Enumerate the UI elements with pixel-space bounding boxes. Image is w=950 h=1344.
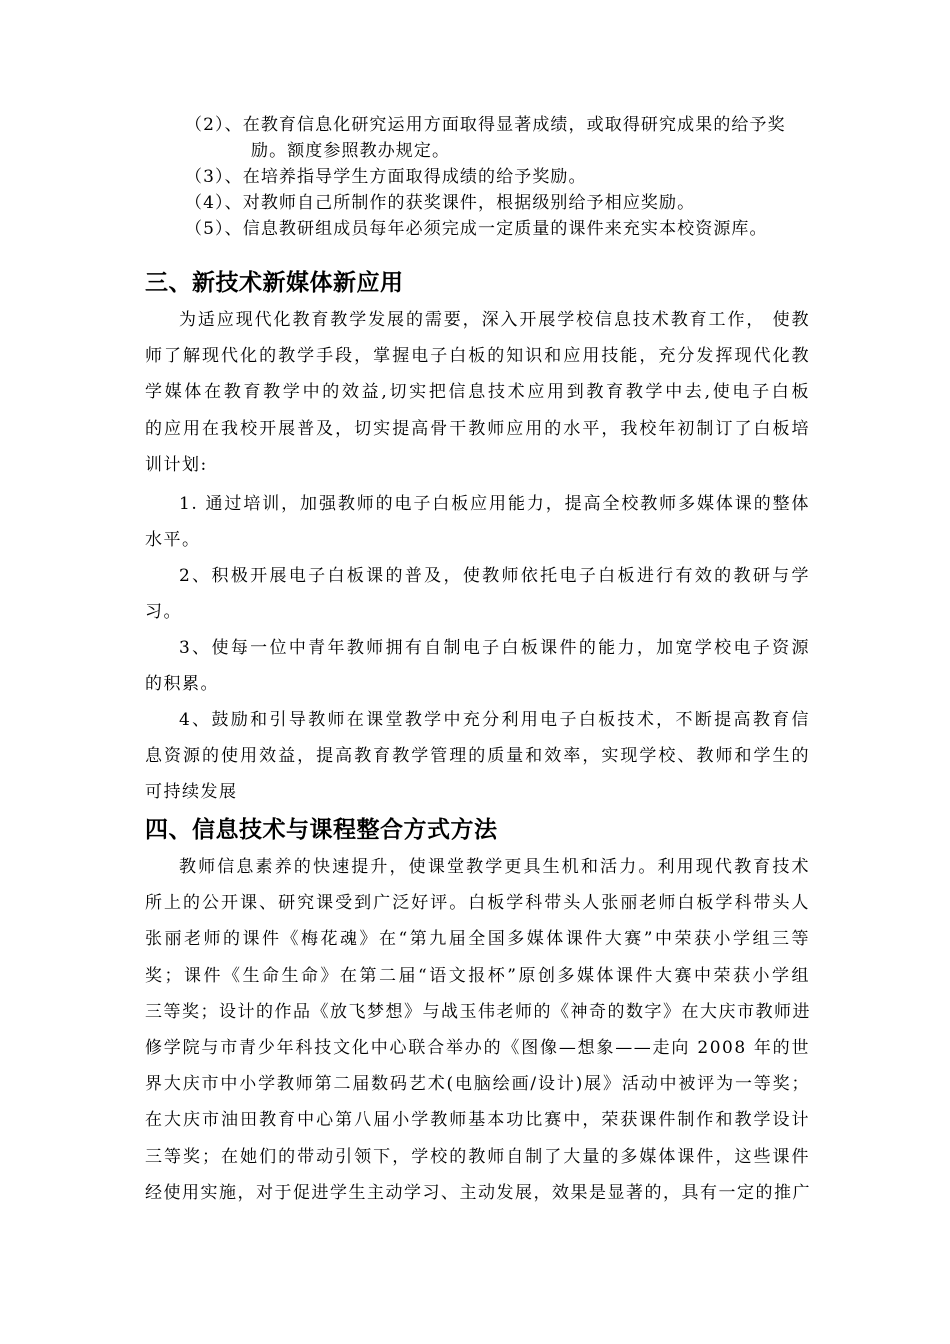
point-1-line: 1. 通过培训，加强教师的电子白板应用能力，提高全校教师多媒体课的整体: [179, 494, 810, 514]
section-4-body: [145, 849, 810, 1211]
point-4-line: 息资源的使用效益，提高教育教学管理的质量和效率，实现学校、教师和学生的: [145, 746, 810, 767]
point-3-line: 3、使每一位中青年教师拥有自制电子白板课件的能力，加宽学校电子资源: [179, 638, 810, 658]
list-item-2: [185, 112, 825, 164]
intro-line: 训计划:: [145, 454, 208, 475]
section-3-point-4: [145, 702, 810, 811]
point-3-line: 的积累。: [145, 674, 219, 695]
section-3-point-3: [145, 630, 810, 702]
point-2-line: 习。: [145, 602, 182, 623]
body-line: 界大庆市中小学教师第二届数码艺术(电脑绘画/设计)展》活动中被评为一等奖；: [145, 1074, 810, 1095]
body-line: 三等奖；在她们的带动引领下，学校的教师自制了大量的多媒体课件，这些课件: [145, 1146, 810, 1167]
body-line: 张丽老师的课件《梅花魂》在“第九届全国多媒体课件大赛”中荣获小学组三等: [145, 929, 810, 950]
body-line: 修学院与市青少年科技文化中心联合举办的《图像—想象——走向 2008 年的世: [145, 1038, 810, 1059]
list-item-3: （3）、在培养指导学生方面取得成绩的给予奖励。: [185, 167, 587, 187]
intro-line: 师了解现代化的教学手段，掌握电子白板的知识和应用技能，充分发挥现代化教: [145, 346, 810, 367]
list-item-2-line-2: 励。额度参照教办规定。: [251, 141, 451, 161]
body-line: 在大庆市油田教育中心第八届小学教师基本功比赛中，荣获课件制作和教学设计: [145, 1110, 810, 1131]
point-4-line: 4、鼓励和引导教师在课堂教学中充分利用电子白板技术，不断提高教育信: [179, 710, 810, 730]
intro-line: 学媒体在教育教学中的效益,切实把信息技术应用到教育教学中去,使电子白板: [145, 382, 810, 403]
body-line: 奖；课件《生命生命》在第二届“语文报杯”原创多媒体课件大赛中荣获小学组: [145, 965, 810, 986]
section-3-heading: 三、新技术新媒体新应用: [145, 270, 404, 296]
body-line: 经使用实施，对于促进学生主动学习、主动发展，效果是显著的，具有一定的推广: [145, 1182, 811, 1203]
point-2-line: 2、积极开展电子白板课的普及，使教师依托电子白板进行有效的教研与学: [179, 566, 810, 586]
section-3-intro: [145, 302, 810, 483]
intro-line: 的应用在我校开展普及，切实提高骨干教师应用的水平，我校年初制订了白板培: [145, 418, 810, 439]
body-line: 所上的公开课、研究课受到广泛好评。白板学科带头人张丽老师白板学科带头人: [145, 893, 810, 914]
point-4-line: 可持续发展: [145, 782, 238, 803]
body-line: 三等奖；设计的作品《放飞梦想》与战玉伟老师的《神奇的数字》在大庆市教师进: [145, 1001, 811, 1022]
point-1-line: 水平。: [145, 530, 201, 551]
section-4-heading: 四、信息技术与课程整合方式方法: [145, 817, 498, 843]
section-3-point-1: [145, 486, 810, 558]
list-item-4: （4）、对教师自己所制作的获奖课件，根据级别给予相应奖励。: [185, 193, 696, 213]
list-item-5: （5）、信息教研组成员每年必须完成一定质量的课件来充实本校资源库。: [185, 219, 768, 239]
list-item-2-line-1: （2）、在教育信息化研究运用方面取得显著成绩，或取得研究成果的给予奖: [185, 115, 786, 135]
body-line: 教师信息素养的快速提升，使课堂教学更具生机和活力。利用现代教育技术: [179, 857, 810, 877]
section-3-point-2: [145, 558, 810, 630]
intro-line: 为适应现代化教育教学发展的需要，深入开展学校信息技术教育工作， 使教: [179, 310, 810, 330]
